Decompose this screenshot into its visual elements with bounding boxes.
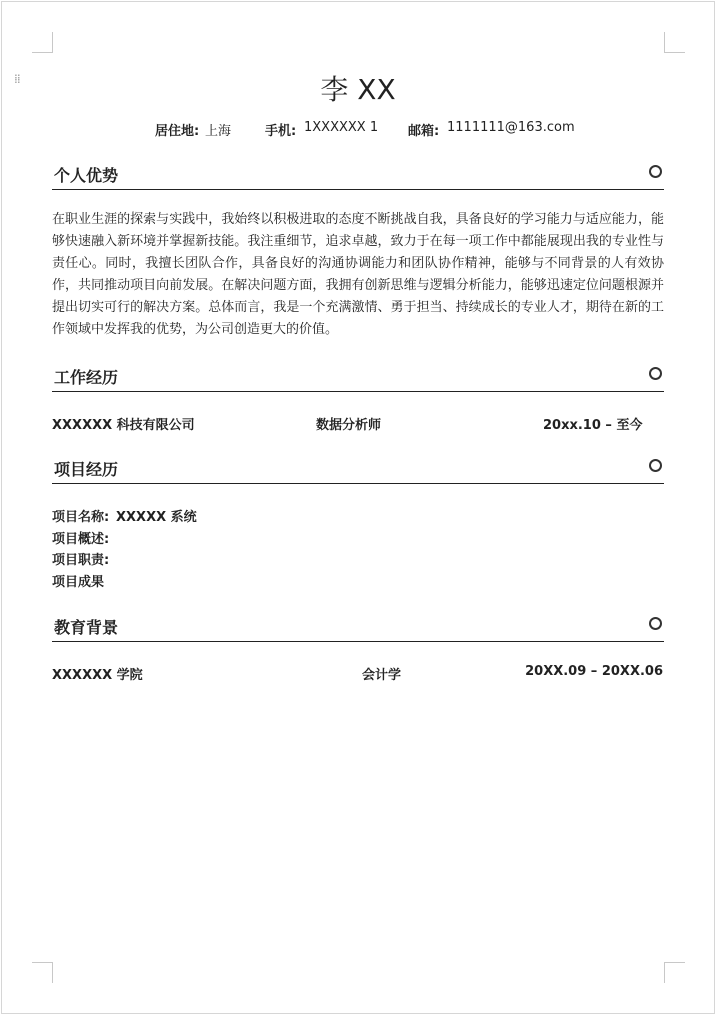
location-label: 居住地:	[155, 124, 200, 139]
phone-value: 1XXXXXX 1	[304, 120, 379, 135]
phone-label: 手机:	[265, 124, 297, 139]
work-period: 20xx.10 – 至今	[543, 418, 643, 433]
circle-icon	[649, 617, 662, 630]
email-label: 邮箱:	[408, 124, 440, 139]
section-header-work	[52, 367, 664, 392]
section-header-education	[52, 617, 664, 642]
work-company: XXXXXX 科技有限公司	[52, 418, 195, 433]
section-header-advantages	[52, 165, 664, 190]
email-value: 1111111@163.com	[447, 120, 575, 135]
education-period: 20XX.09 – 20XX.06	[525, 664, 663, 679]
project-overview-label: 项目概述:	[52, 532, 110, 547]
crop-mark	[32, 32, 53, 53]
resume-name: 李 XX	[320, 73, 396, 106]
section-title: 教育背景	[54, 618, 119, 637]
drag-handle-icon[interactable]: ⁞⁞	[14, 72, 20, 86]
circle-icon	[649, 165, 662, 178]
circle-icon	[649, 459, 662, 472]
work-position: 数据分析师	[316, 418, 382, 433]
project-name-label: 项目名称:	[52, 510, 110, 525]
crop-mark	[664, 32, 685, 53]
project-duty-label: 项目职责:	[52, 553, 110, 568]
crop-mark	[32, 962, 53, 983]
crop-mark	[664, 962, 685, 983]
section-title: 个人优势	[54, 166, 119, 185]
section-title: 工作经历	[54, 368, 119, 387]
project-name: XXXXX 系统	[116, 510, 197, 525]
education-major: 会计学	[362, 668, 402, 683]
advantages-text: 在职业生涯的探索与实践中，我始终以积极进取的态度不断挑战自我，具备良好的学习能力与适应能力，能够快速融入新环境并掌握新技能。我注重细节，追求卓越，致力于在每一项工作中都能展现出我的专业性与责任心。同时，我擅长团队合作，具备良好的沟通协调能力和团队协作精神，能够与不同背景的人有效协作，共同推动项目向前发展。在解决问题方面，我拥有创新思维与逻辑分析能力，能够迅速定位问题根源并提出切实可行的解决方案。总体而言，我是一个充满激情、勇于担当、持续成长的专业人才，期待在新的工作领域中发挥我的优势，为公司创造更大的价值。	[52, 212, 664, 337]
location-value: 上海	[205, 124, 232, 139]
education-school: XXXXXX 学院	[52, 668, 143, 683]
section-title: 项目经历	[54, 460, 119, 479]
project-result-label: 项目成果	[52, 575, 105, 590]
section-header-projects	[52, 459, 664, 484]
circle-icon	[649, 367, 662, 380]
